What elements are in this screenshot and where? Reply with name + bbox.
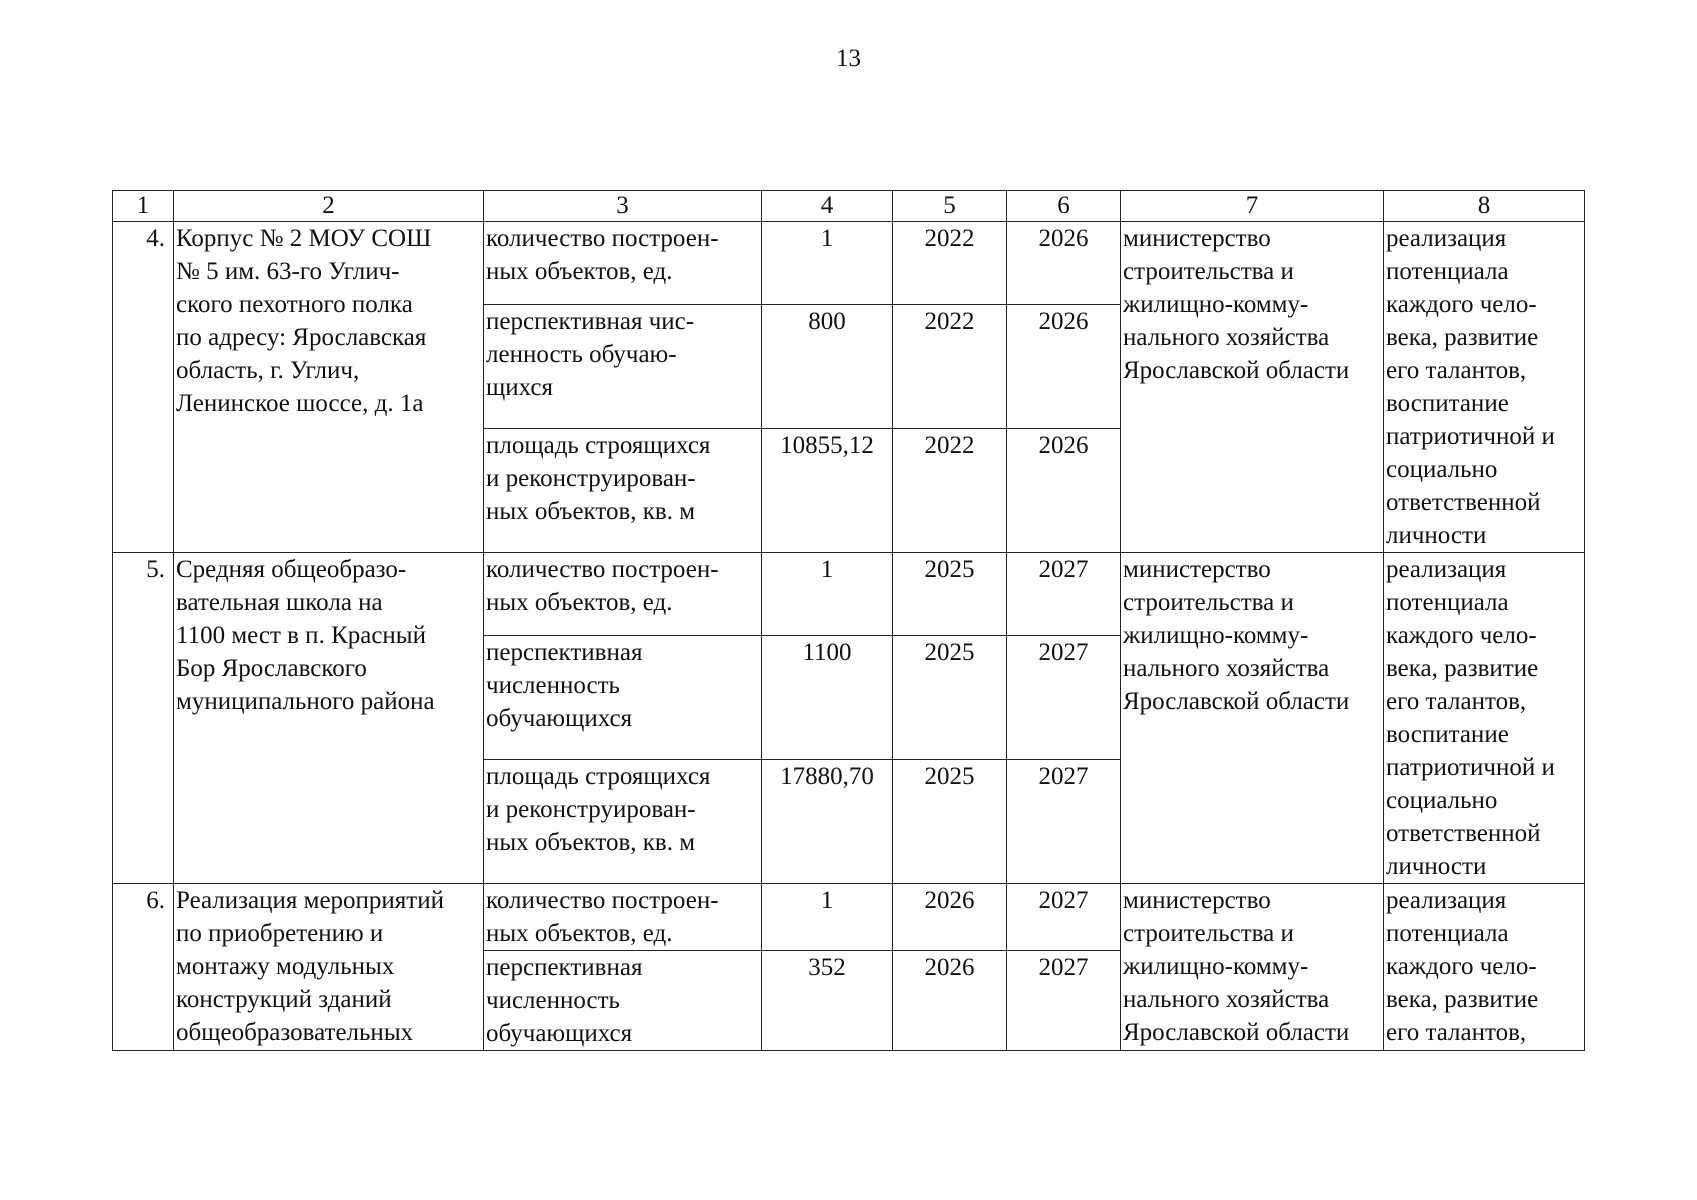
column-header: 7 (1121, 191, 1384, 222)
end-year (1007, 636, 1121, 760)
indicator-value-text: 1 (820, 225, 834, 252)
column-header: 1 (113, 191, 174, 222)
start-year-text: 2022 (924, 225, 975, 252)
end-year-text: 2026 (1038, 225, 1089, 252)
start-year-text: 2025 (924, 763, 975, 791)
column-header: 4 (762, 191, 893, 222)
object-name-text: Реализация мероприятий по приобретению и монтажу модульных конструкций зданий общеобразовательных (176, 887, 444, 1046)
indicator-value (762, 884, 893, 951)
start-year (893, 884, 1007, 951)
column-header: 2 (174, 191, 484, 222)
row-number-text: 5. (146, 556, 165, 583)
table-row (113, 222, 1585, 305)
start-year-text: 2026 (924, 954, 975, 981)
indicator-name-text: площадь строящихся и реконструирован- ных объектов, кв. м (486, 432, 711, 526)
row-number-text: 6. (146, 887, 165, 914)
end-year (1007, 951, 1121, 1051)
goal (1384, 884, 1585, 1051)
object-name (174, 884, 484, 1051)
indicator-name-text: количество построен- ных объектов, ед. (486, 225, 719, 285)
end-year-text: 2027 (1038, 763, 1089, 791)
start-year (893, 222, 1007, 305)
row-number (113, 222, 174, 553)
column-header: 3 (484, 191, 762, 222)
end-year (1007, 884, 1121, 951)
start-year-text: 2025 (924, 556, 975, 583)
column-header: 6 (1007, 191, 1121, 222)
goal (1384, 222, 1585, 553)
indicator-value (762, 760, 893, 884)
indicator-name (484, 951, 762, 1051)
executor-text: министерство строительства и жилищно-комму- нального хозяйства Ярославской области (1123, 887, 1350, 1046)
row-number (113, 553, 174, 884)
column-number-row (113, 191, 1585, 222)
end-year-text: 2027 (1038, 954, 1089, 981)
table-row (113, 553, 1585, 636)
indicator-value-text: 17880,70 (780, 763, 874, 791)
goal (1384, 553, 1585, 884)
goal-text: реализация потенциала каждого чело- века, развитие его талантов, (1386, 887, 1539, 1046)
indicator-value (762, 951, 893, 1051)
start-year-text: 2022 (924, 308, 975, 336)
row-number (113, 884, 174, 1051)
end-year (1007, 305, 1121, 429)
executor (1121, 222, 1384, 553)
start-year-text: 2025 (924, 639, 975, 667)
start-year (893, 760, 1007, 884)
indicator-name-text: перспективная численность обучающихся (486, 954, 643, 1047)
column-header: 8 (1384, 191, 1585, 222)
indicator-value-text: 1 (820, 556, 834, 583)
indicator-value (762, 222, 893, 305)
executor (1121, 553, 1384, 884)
indicator-value (762, 305, 893, 429)
indicator-name (484, 222, 762, 305)
end-year-text: 2026 (1038, 308, 1089, 336)
indicator-name (484, 305, 762, 429)
executor (1121, 884, 1384, 1051)
start-year (893, 429, 1007, 553)
start-year (893, 951, 1007, 1051)
object-name-text: Средняя общеобразо- вательная школа на 1100 мест в п. Красный Бор Ярославского муниципального района (176, 556, 435, 715)
end-year-text: 2026 (1038, 432, 1089, 460)
start-year-text: 2026 (924, 887, 975, 914)
indicator-name-text: перспективная чис- ленность обучаю- щихся (486, 308, 695, 402)
start-year (893, 553, 1007, 636)
end-year-text: 2027 (1038, 887, 1089, 914)
end-year (1007, 760, 1121, 884)
table-row (113, 884, 1585, 951)
object-name (174, 222, 484, 553)
indicator-name (484, 884, 762, 951)
goal-text: реализация потенциала каждого чело- века, развитие его талантов, воспитание патриотичной и социально ответственной личности (1386, 225, 1555, 549)
page-number: 13 (836, 45, 861, 72)
indicator-value-text: 1 (820, 887, 834, 914)
start-year (893, 636, 1007, 760)
indicator-name (484, 429, 762, 553)
object-name (174, 553, 484, 884)
end-year-text: 2027 (1038, 556, 1089, 583)
indicator-value (762, 429, 893, 553)
goal-text: реализация потенциала каждого чело- века, развитие его талантов, воспитание патриотичной и социально ответственной личности (1386, 556, 1555, 880)
indicator-value-text: 10855,12 (780, 432, 874, 460)
indicator-name (484, 636, 762, 760)
program-table (112, 190, 1585, 1051)
indicator-value (762, 553, 893, 636)
indicator-name (484, 553, 762, 636)
indicator-name-text: количество построен- ных объектов, ед. (486, 556, 719, 616)
indicator-name-text: количество построен- ных объектов, ед. (486, 887, 719, 947)
object-name-text: Корпус № 2 МОУ СОШ № 5 им. 63-го Углич- ского пехотного полка по адресу: Ярославская область, г. Углич, Ленинское шоссе, д. 1а (176, 225, 432, 417)
end-year (1007, 429, 1121, 553)
indicator-name-text: площадь строящихся и реконструирован- ных объектов, кв. м (486, 763, 711, 857)
executor-text: министерство строительства и жилищно-комму- нального хозяйства Ярославской области (1123, 556, 1350, 715)
start-year-text: 2022 (924, 432, 975, 460)
indicator-name-text: перспективная численность обучающихся (486, 639, 643, 733)
end-year (1007, 222, 1121, 305)
executor-text: министерство строительства и жилищно-комму- нального хозяйства Ярославской области (1123, 225, 1350, 384)
row-number-text: 4. (146, 225, 165, 252)
start-year (893, 305, 1007, 429)
indicator-value (762, 636, 893, 760)
indicator-value-text: 352 (808, 954, 846, 981)
column-header: 5 (893, 191, 1007, 222)
indicator-value-text: 800 (808, 308, 846, 336)
indicator-name (484, 760, 762, 884)
end-year-text: 2027 (1038, 639, 1089, 667)
indicator-value-text: 1100 (802, 639, 852, 667)
end-year (1007, 553, 1121, 636)
